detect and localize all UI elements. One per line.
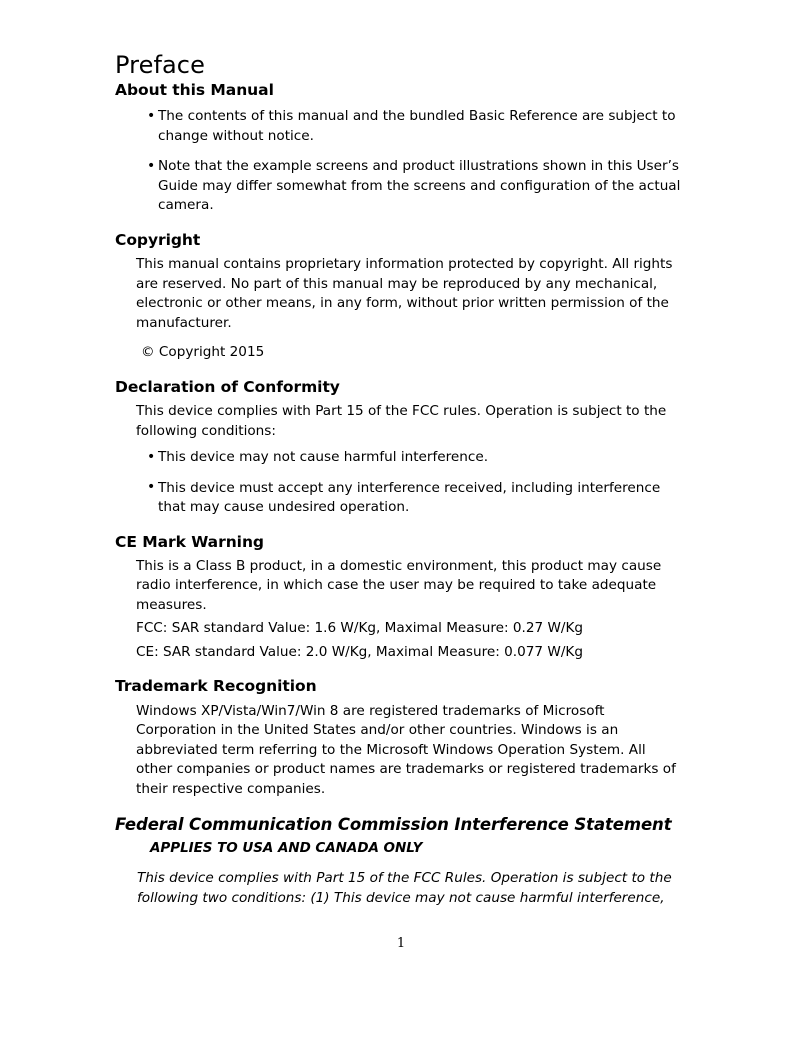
paragraph-copyright: This manual contains proprietary information protected by copyright. All rights are reserved. No part of this manual may be reproduced by any mechanical, electronic or other means, in any form, without prior written permission of the manufacturer. — [136, 256, 673, 331]
copyright-notice-line: © Copyright 2015 — [141, 344, 265, 361]
list-item: • Note that the example screens and product illustrations shown in this User’s Guide may differ somewhat from the screens and configuration of the actual camera. — [115, 157, 685, 216]
paragraph-ce-mark-warning: This is a Class B product, in a domestic environment, this product may cause radio interference, in which case the user may be required to take adequate measures. — [136, 557, 662, 613]
list-item: • This device may not cause harmful interference. — [115, 448, 685, 468]
sar-value-ce: CE: SAR standard Value: 2.0 W/Kg, Maximal Measure: 0.077 W/Kg — [136, 643, 583, 660]
paragraph-trademark-recognition: Windows XP/Vista/Win7/Win 8 are registered trademarks of Microsoft Corporation in the United States and/or other countries. Windows is an abbreviated term referring to the Microsoft Windows Operation System. All other companies or product names are trademarks or registered trademarks of their respective companies. — [136, 702, 676, 797]
list-item: • This device must accept any interference received, including interference that may cause undesired operation. — [115, 479, 685, 518]
section-ce-mark-warning — [115, 533, 685, 663]
section-subheading-applies-to-usa-and-canada: APPLIES TO USA AND CANADA ONLY — [150, 839, 423, 856]
section-heading-fcc-interference-statement: Federal Communication Commission Interference Statement — [115, 815, 672, 835]
page-number-footer: 1 — [396, 936, 406, 951]
section-heading-ce-mark-warning: CE Mark Warning — [115, 532, 264, 551]
section-heading-trademark-recognition: Trademark Recognition — [115, 677, 317, 696]
paragraph-fcc-interference-statement: This device complies with Part 15 of the FCC Rules. Operation is subject to the following two conditions: (1) This device may not cause harmful interference, — [137, 870, 672, 906]
list-item: • The contents of this manual and the bundled Basic Reference are subject to change without notice. — [115, 107, 685, 146]
sar-value-fcc: FCC: SAR standard Value: 1.6 W/Kg, Maximal Measure: 0.27 W/Kg — [136, 620, 584, 637]
section-heading-declaration-of-conformity: Declaration of Conformity — [115, 377, 340, 396]
section-fcc-interference-statement — [115, 814, 685, 908]
section-heading-copyright: Copyright — [115, 230, 201, 249]
page-title: Preface — [115, 51, 205, 79]
bullet-list-conformity-conditions — [115, 448, 685, 518]
page-content — [115, 52, 685, 908]
section-about-this-manual — [115, 81, 685, 216]
section-trademark-recognition — [115, 677, 685, 799]
paragraph-declaration-of-conformity: This device complies with Part 15 of the FCC rules. Operation is subject to the following conditions: — [136, 403, 667, 439]
section-declaration-of-conformity — [115, 378, 685, 518]
section-copyright — [115, 231, 685, 363]
bullet-list-about-this-manual — [115, 107, 685, 216]
section-heading-about-this-manual: About this Manual — [115, 80, 274, 99]
